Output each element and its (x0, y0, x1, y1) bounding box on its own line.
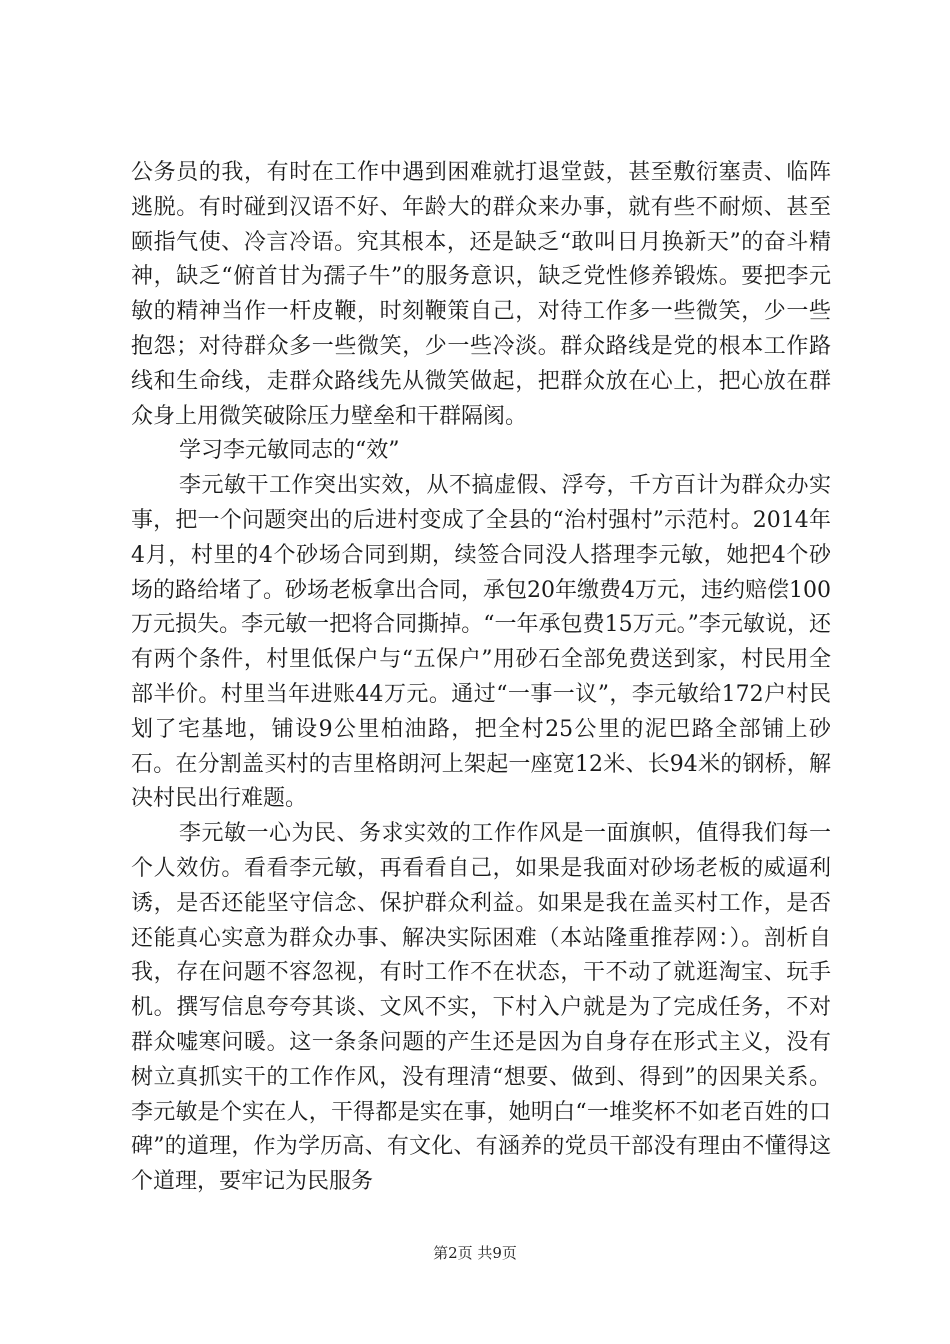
body-paragraph: 公务员的我，有时在工作中遇到困难就打退堂鼓，甚至敷衍塞责、临阵逃脱。有时碰到汉语不好、年龄大的群众来办事，就有些不耐烦、甚至颐指气使、冷言冷语。究其根本，还是缺乏“敢叫日月换新天”的奋斗精神，缺乏“俯首甘为孺子牛”的服务意识，缺乏党性修养锻炼。要把李元敏的精神当作一杆皮鞭，时刻鞭策自己，对待工作多一些微笑，少一些抱怨；对待群众多一些微笑，少一些冷淡。群众路线是党的根本工作路线和生命线，走群众路线先从微笑做起，把群众放在心上，把心放在群众身上用微笑破除压力壁垒和干群隔阂。 (131, 160, 831, 429)
body-paragraph: 李元敏干工作突出实效，从不搞虚假、浮夸，千方百计为群众办实事，把一个问题突出的后进村变成了全县的“治村强村”示范村。2014年4月，村里的4个砂场合同到期，续签合同没人搭理李元敏，她把4个砂场的路给堵了。砂场老板拿出合同，承包20年缴费4万元，违约赔偿100万元损失。李元敏一把将合同撕掉。“一年承包费15万元。”李元敏说，还有两个条件，村里低保户与“五保户”用砂石全部免费送到家，村民用全部半价。村里当年进账44万元。通过“一事一议”，李元敏给172户村民划了宅基地，铺设9公里柏油路，把全村25公里的泥巴路全部铺上砂石。在分割盖买村的吉里格朗河上架起一座宽12米、长94米的钢桥，解决村民出行难题。 (131, 473, 831, 812)
section-heading: 学习李元敏同志的“效” (179, 438, 400, 464)
document-body (131, 156, 831, 1200)
page-number-footer: 第2页 共9页 (433, 1244, 517, 1262)
body-paragraph: 李元敏一心为民、务求实效的工作作风是一面旗帜，值得我们每一个人效仿。看看李元敏，再看看自己，如果是我面对砂场老板的威逼利诱，是否还能坚守信念、保护群众利益。如果是我在盖买村工作，是否还能真心实意为群众办事、解决实际困难（本站隆重推荐网：）。剖析自我，存在问题不容忽视，有时工作不在状态，干不动了就逛淘宝、玩手机。撰写信息夸夸其谈、文风不实，下村入户就是为了完成任务，不对群众嘘寒问暖。这一条条问题的产生还是因为自身存在形式主义，没有树立真抓实干的工作作风，没有理清“想要、做到、得到”的因果关系。李元敏是个实在人，干得都是实在事，她明白“一堆奖杯不如老百姓的口碑”的道理，作为学历高、有文化、有涵养的党员干部没有理由不懂得这个道理，要牢记为民服务 (131, 821, 831, 1195)
